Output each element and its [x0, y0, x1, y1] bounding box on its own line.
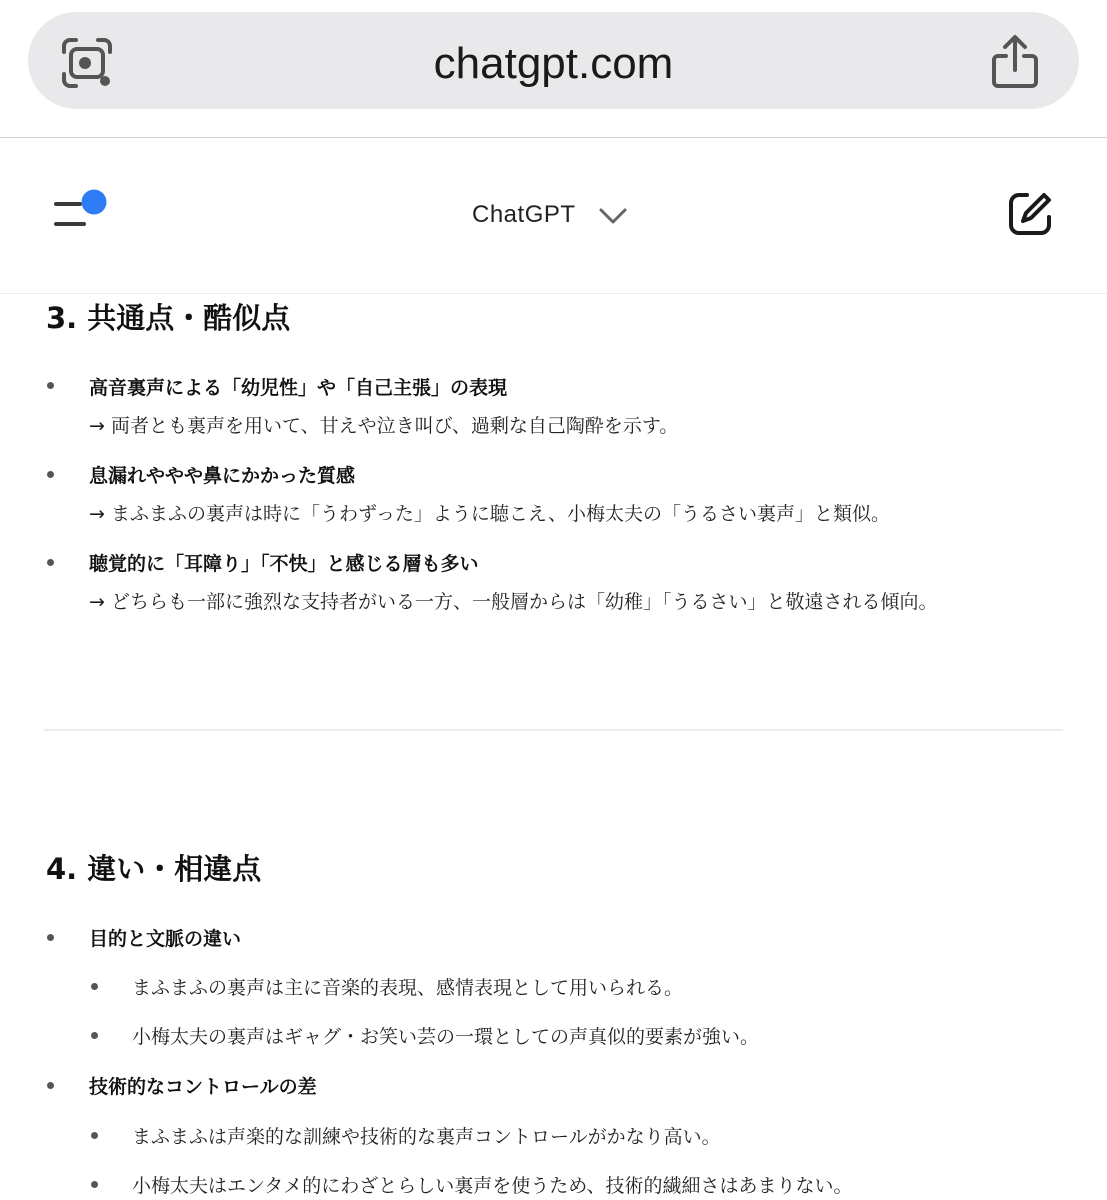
list-bullet	[47, 382, 54, 389]
chat-header	[0, 138, 1107, 293]
section-heading: 4. 違い・相違点	[46, 852, 262, 886]
list-bullet	[47, 1082, 54, 1089]
notification-dot	[82, 190, 107, 215]
sub-bullet	[91, 1032, 98, 1039]
sub-item: まふまふの裏声は主に音楽的表現、感情表現として用いられる。	[132, 977, 684, 999]
list-item-desc: → どちらも一部に強烈な支持者がいる一方、一般層からは「幼稚」「うるさい」と敬遠される傾向。	[89, 591, 938, 613]
list-bullet	[47, 934, 54, 941]
section-divider	[44, 729, 1063, 731]
model-name: ChatGPT	[472, 201, 576, 228]
sub-item: 小梅太夫の裏声はギャグ・お笑い芸の一環としての声真似的要素が強い。	[132, 1026, 760, 1048]
list-bullet	[47, 559, 54, 566]
sub-bullet	[91, 1181, 98, 1188]
new-chat-icon[interactable]	[1007, 191, 1053, 237]
list-item-title: 聴覚的に「耳障り」「不快」と感じる層も多い	[89, 553, 479, 575]
share-icon[interactable]	[990, 34, 1040, 90]
list-item-title: 息漏れややや鼻にかかった質感	[89, 465, 356, 487]
sub-item: 小梅太夫はエンタメ的にわざとらしい裏声を使うため、技術的繊細さはあまりない。	[132, 1175, 853, 1197]
sidebar-menu-icon[interactable]	[52, 188, 110, 230]
model-selector[interactable]	[472, 198, 632, 234]
list-item-desc: → 両者とも裏声を用いて、甘えや泣き叫び、過剰な自己陶酔を示す。	[89, 415, 679, 437]
sub-bullet	[91, 983, 98, 990]
section-heading: 3. 共通点・酷似点	[46, 301, 291, 335]
address-bar[interactable]	[28, 12, 1079, 109]
sub-bullet	[91, 1132, 98, 1139]
list-item-title: 目的と文脈の違い	[89, 928, 242, 950]
list-item-desc: → まふまふの裏声は時に「うわずった」ように聴こえ、小梅太夫の「うるさい裏声」と類似。	[89, 503, 890, 525]
chevron-down-icon	[598, 206, 628, 226]
url-text[interactable]: chatgpt.com	[433, 39, 674, 88]
header-divider	[0, 293, 1107, 294]
list-item-title: 高音裏声による「幼児性」や「自己主張」の表現	[89, 377, 508, 399]
sub-item: まふまふは声楽的な訓練や技術的な裏声コントロールがかなり高い。	[132, 1126, 721, 1148]
list-item-title: 技術的なコントロールの差	[89, 1076, 317, 1098]
list-bullet	[47, 471, 54, 478]
